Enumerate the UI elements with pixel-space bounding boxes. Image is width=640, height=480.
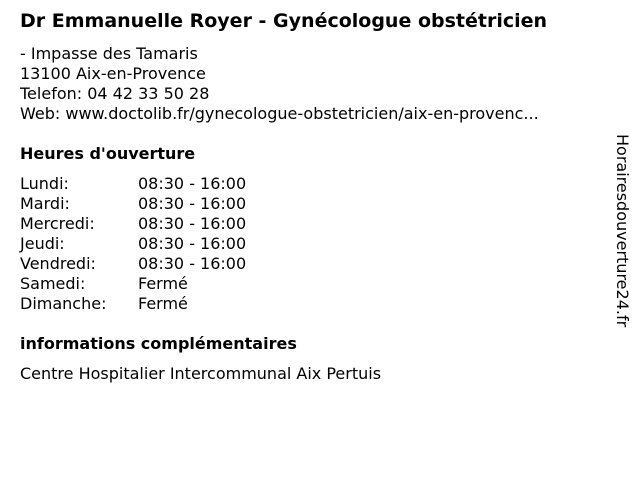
- hours-row: [20, 194, 246, 214]
- additional-info-heading: informations complémentaires: [20, 334, 297, 353]
- address-street: - Impasse des Tamaris: [20, 44, 198, 63]
- day-label: Mercredi:: [20, 214, 95, 233]
- opening-hours-heading: Heures d'ouverture: [20, 144, 196, 163]
- time-value: Fermé: [138, 294, 188, 313]
- time-value: 08:30 - 16:00: [138, 234, 247, 253]
- day-label: Samedi:: [20, 274, 86, 293]
- opening-hours-list: [20, 174, 246, 314]
- day-label: Vendredi:: [20, 254, 96, 273]
- time-value: 08:30 - 16:00: [138, 254, 247, 273]
- day-label: Lundi:: [20, 174, 69, 193]
- time-value: 08:30 - 16:00: [138, 194, 247, 213]
- address-city: 13100 Aix-en-Provence: [20, 64, 206, 83]
- website-link[interactable]: Web: www.doctolib.fr/gynecologue-obstetricien/aix-en-provenc...: [20, 104, 539, 123]
- time-value: 08:30 - 16:00: [138, 214, 247, 233]
- day-label: Jeudi:: [20, 234, 65, 253]
- hours-row: [20, 174, 246, 194]
- hours-row: [20, 214, 246, 234]
- additional-info-text: Centre Hospitalier Intercommunal Aix Pertuis: [20, 364, 382, 383]
- hours-row: [20, 254, 246, 274]
- time-value: Fermé: [138, 274, 188, 293]
- site-watermark: Horairesdouverture24.fr: [613, 134, 632, 328]
- day-label: Mardi:: [20, 194, 70, 213]
- time-value: 08:30 - 16:00: [138, 174, 247, 193]
- hours-row: [20, 234, 246, 254]
- phone-number[interactable]: Telefon: 04 42 33 50 28: [20, 84, 210, 103]
- day-label: Dimanche:: [20, 294, 107, 313]
- practitioner-title: Dr Emmanuelle Royer - Gynécologue obstétricien: [20, 10, 548, 32]
- hours-row: [20, 294, 246, 314]
- hours-row: [20, 274, 246, 294]
